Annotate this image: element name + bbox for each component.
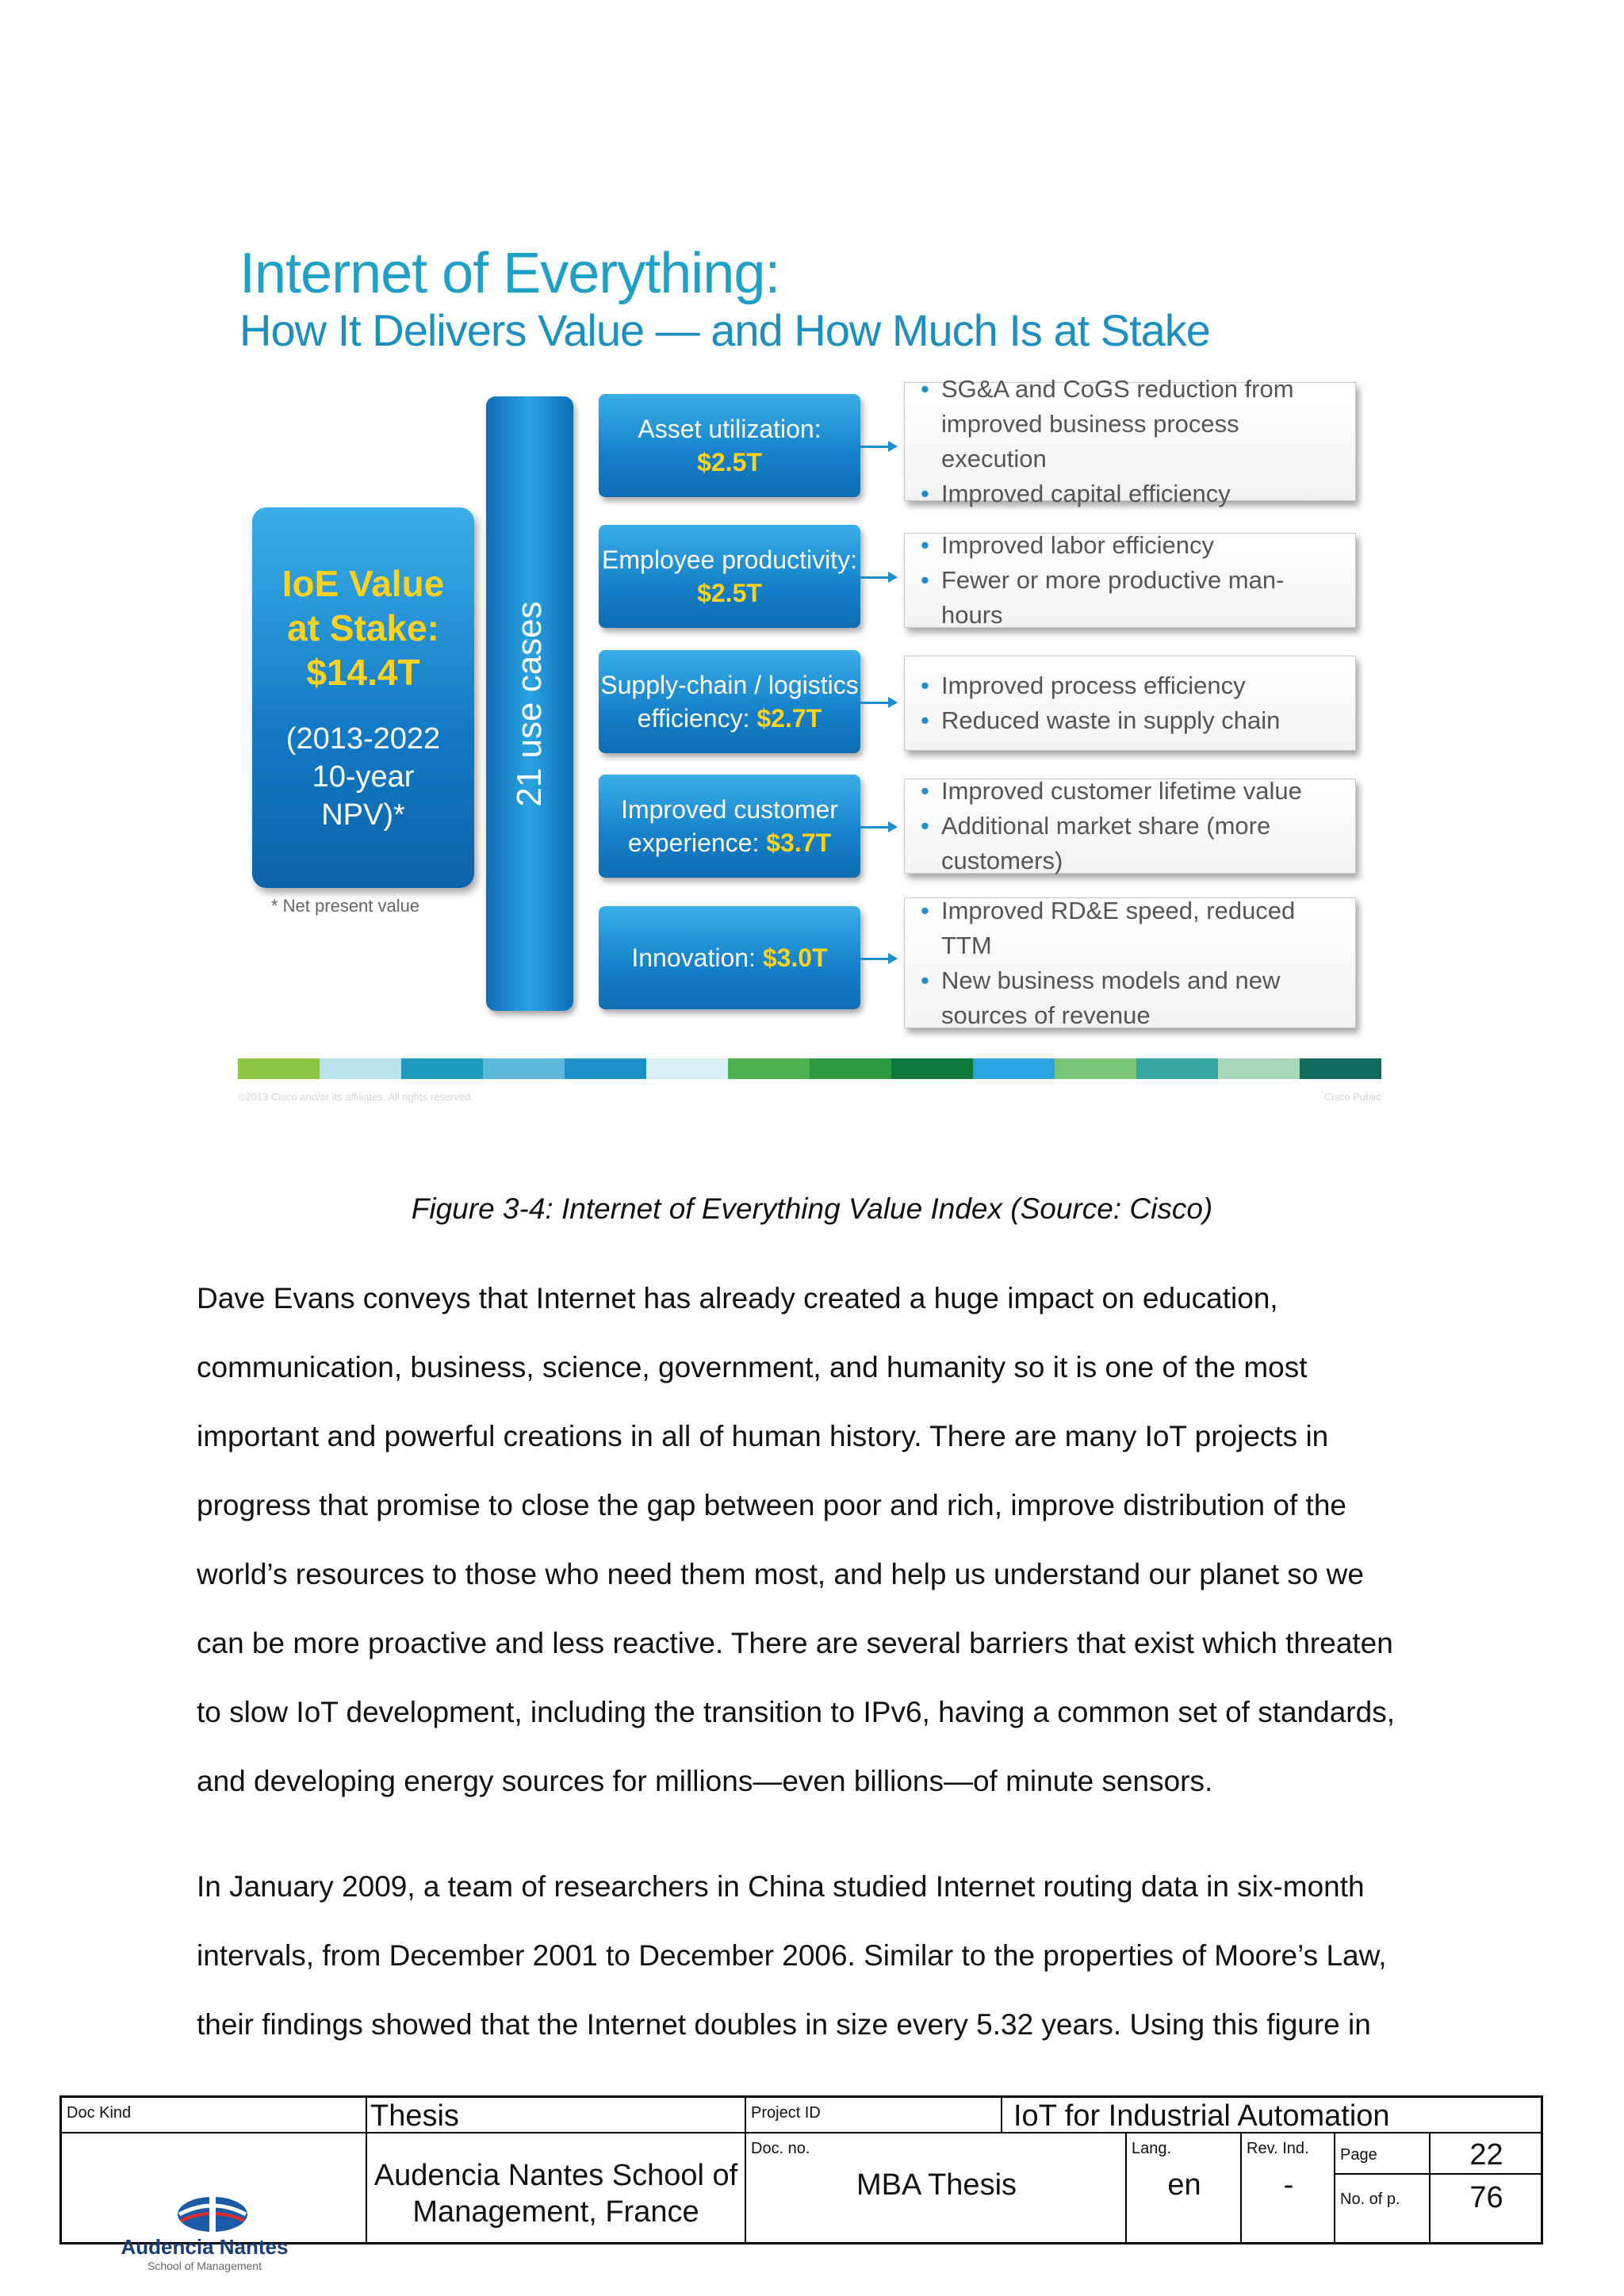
benefit-item: • SG&A and CoGS reduction from improved business process execution bbox=[941, 372, 1344, 476]
color-strip bbox=[238, 1058, 1384, 1079]
connector-arrow bbox=[860, 576, 896, 579]
nop-label: No. of p. bbox=[1340, 2191, 1400, 2208]
driver-amount: $3.7T bbox=[766, 828, 832, 857]
rev-label: Rev. Ind. bbox=[1247, 2140, 1309, 2157]
value-period-3: NPV)* bbox=[321, 798, 405, 832]
paragraph-line: In January 2009, a team of researchers in China studied Internet routing data in six-month bbox=[197, 1870, 1365, 1903]
strip-segment bbox=[891, 1058, 973, 1079]
driver-label: Supply-chain / logistics bbox=[600, 671, 859, 699]
doc-no-label: Doc. no. bbox=[751, 2140, 810, 2157]
paragraph-line: progress that promise to close the gap between poor and rich, improve distribution of the bbox=[197, 1489, 1346, 1521]
benefits-customer-experience bbox=[904, 779, 1356, 874]
value-line-1: IoE Value bbox=[282, 563, 445, 604]
strip-segment bbox=[1218, 1058, 1300, 1079]
doc-no-value: MBA Thesis bbox=[856, 2168, 1017, 2202]
benefits-innovation bbox=[904, 897, 1356, 1028]
lang-cell bbox=[1126, 2133, 1241, 2243]
strip-segment bbox=[1300, 1058, 1381, 1079]
driver-amount: $2.5T bbox=[697, 579, 762, 607]
paragraph-line: can be more proactive and less reactive. There are several barriers that exist which threaten bbox=[197, 1627, 1393, 1659]
paragraph-line: to slow IoT development, including the transition to IPv6, having a common set of standards, bbox=[197, 1696, 1395, 1728]
doc-kind-value-cell bbox=[366, 2097, 745, 2133]
benefit-item: • Improved customer lifetime value bbox=[941, 774, 1344, 809]
doc-kind-value: Thesis bbox=[370, 2099, 459, 2133]
paragraph-line: their findings showed that the Internet doubles in size every 5.32 years. Using this figure in bbox=[197, 2008, 1371, 2041]
benefits-employee-productivity bbox=[904, 533, 1356, 628]
strip-segment bbox=[973, 1058, 1055, 1079]
lang-value: en bbox=[1167, 2168, 1201, 2202]
driver-label: Employee productivity: bbox=[602, 545, 857, 574]
paragraph-line: communication, business, science, government, and humanity so it is one of the most bbox=[197, 1351, 1308, 1383]
driver-amount: $2.7T bbox=[756, 704, 822, 733]
paragraph-line: intervals, from December 2001 to December 2006. Similar to the properties of Moore’s Law, bbox=[197, 1939, 1387, 1972]
benefit-item: • Improved capital efficiency bbox=[941, 476, 1344, 511]
driver-label: Improved customer bbox=[621, 795, 838, 824]
page-label-cell bbox=[1335, 2133, 1430, 2174]
connector-arrow bbox=[860, 446, 896, 448]
doc-kind-cell bbox=[61, 2097, 366, 2133]
value-period-2: 10-year bbox=[312, 760, 415, 794]
paragraph-line: world’s resources to those who need them most, and help us understand our planet so we bbox=[197, 1558, 1364, 1590]
strip-segment bbox=[728, 1058, 810, 1079]
ioe-value-figure bbox=[238, 238, 1396, 1110]
page-value-cell bbox=[1430, 2133, 1542, 2174]
driver-innovation bbox=[599, 906, 860, 1009]
ioe-value-box bbox=[252, 507, 474, 888]
driver-supply-chain bbox=[599, 650, 860, 753]
globe-icon bbox=[178, 2197, 247, 2232]
benefit-item: • Reduced waste in supply chain bbox=[941, 703, 1344, 738]
project-id-cell bbox=[745, 2097, 1002, 2133]
driver-employee-productivity bbox=[599, 525, 860, 628]
benefit-item: • Improved RD&E speed, reduced TTM bbox=[941, 894, 1344, 963]
benefit-item: • Improved labor efficiency bbox=[941, 528, 1344, 563]
nop-label-cell bbox=[1335, 2174, 1430, 2243]
project-id-value-cell bbox=[1002, 2097, 1542, 2133]
driver-label: Innovation: bbox=[631, 943, 756, 972]
driver-amount: $3.0T bbox=[762, 943, 828, 972]
connector-arrow bbox=[860, 958, 896, 960]
connector-arrow bbox=[860, 702, 896, 704]
paragraph-line: Dave Evans conveys that Internet has already created a huge impact on education, bbox=[197, 1282, 1278, 1314]
driver-customer-experience bbox=[599, 775, 860, 878]
figure-title: Internet of Everything: bbox=[239, 242, 780, 305]
logo-tagline: School of Management bbox=[147, 2260, 262, 2272]
benefit-item: • Fewer or more productive man-hours bbox=[941, 563, 1344, 633]
paragraph-line: and developing energy sources for millions—even billions—of minute sensors. bbox=[197, 1765, 1213, 1797]
driver-asset-utilization bbox=[599, 394, 860, 497]
lang-label: Lang. bbox=[1132, 2140, 1172, 2157]
organization-name bbox=[367, 2157, 745, 2230]
figure-copyright: ©2013 Cisco and/or its affiliates. All rights reserved. bbox=[238, 1091, 473, 1103]
value-period: (2013-2022 bbox=[285, 722, 441, 756]
strip-segment bbox=[565, 1058, 646, 1079]
figure-public-label: Cisco Public bbox=[1324, 1091, 1381, 1103]
total-pages: 76 bbox=[1469, 2181, 1503, 2214]
benefit-item: • Improved process efficiency bbox=[941, 668, 1344, 703]
document-footer-table bbox=[59, 2095, 1543, 2272]
strip-segment bbox=[1136, 1058, 1218, 1079]
strip-segment bbox=[483, 1058, 565, 1079]
strip-segment bbox=[646, 1058, 728, 1079]
connector-arrow bbox=[860, 826, 896, 828]
strip-segment bbox=[320, 1058, 401, 1079]
driver-label-2: efficiency: bbox=[637, 704, 750, 733]
strip-segment bbox=[810, 1058, 891, 1079]
driver-label: Asset utilization: bbox=[638, 415, 822, 443]
logo-name: Audencia Nantes bbox=[121, 2235, 289, 2259]
org-line-2: Management, France bbox=[412, 2195, 699, 2229]
nop-value-cell bbox=[1430, 2174, 1542, 2243]
body-paragraph-2 bbox=[197, 1852, 1434, 2059]
strip-segment bbox=[238, 1058, 320, 1079]
driver-label-2: experience: bbox=[627, 828, 760, 857]
benefit-item: • Additional market share (more customers) bbox=[941, 809, 1344, 878]
doc-no-cell bbox=[745, 2133, 1126, 2243]
npv-footnote: * Net present value bbox=[271, 896, 420, 916]
benefit-item: • New business models and new sources of revenue bbox=[941, 963, 1344, 1033]
driver-amount: $2.5T bbox=[697, 448, 762, 476]
organization-cell bbox=[366, 2133, 745, 2243]
figure-subtitle: How It Delivers Value — and How Much Is at Stake bbox=[239, 305, 1210, 355]
page-label: Page bbox=[1340, 2146, 1377, 2164]
strip-segment bbox=[1055, 1058, 1136, 1079]
strip-segment bbox=[401, 1058, 483, 1079]
use-cases-label: 21 use cases bbox=[510, 600, 549, 807]
audencia-logo bbox=[78, 2189, 331, 2276]
benefits-asset-utilization bbox=[904, 375, 1356, 507]
rev-value: - bbox=[1283, 2168, 1294, 2202]
use-cases-bar bbox=[486, 396, 573, 1011]
benefits-supply-chain bbox=[904, 656, 1356, 751]
org-line-1: Audencia Nantes School of bbox=[373, 2159, 738, 2192]
value-line-2: at Stake: bbox=[287, 607, 439, 649]
page-number: 22 bbox=[1469, 2138, 1503, 2172]
project-id-label: Project ID bbox=[751, 2104, 821, 2122]
rev-cell bbox=[1241, 2133, 1335, 2243]
paragraph-line: important and powerful creations in all of human history. There are many IoT projects in bbox=[197, 1420, 1329, 1452]
figure-caption: Figure 3-4: Internet of Everything Value Index (Source: Cisco) bbox=[411, 1192, 1213, 1225]
value-amount: $14.4T bbox=[306, 652, 420, 693]
body-paragraph-1 bbox=[197, 1264, 1434, 1816]
doc-kind-label: Doc Kind bbox=[67, 2104, 132, 2122]
logo-cell bbox=[61, 2133, 366, 2272]
project-id-value: IoT for Industrial Automation bbox=[1013, 2099, 1390, 2133]
